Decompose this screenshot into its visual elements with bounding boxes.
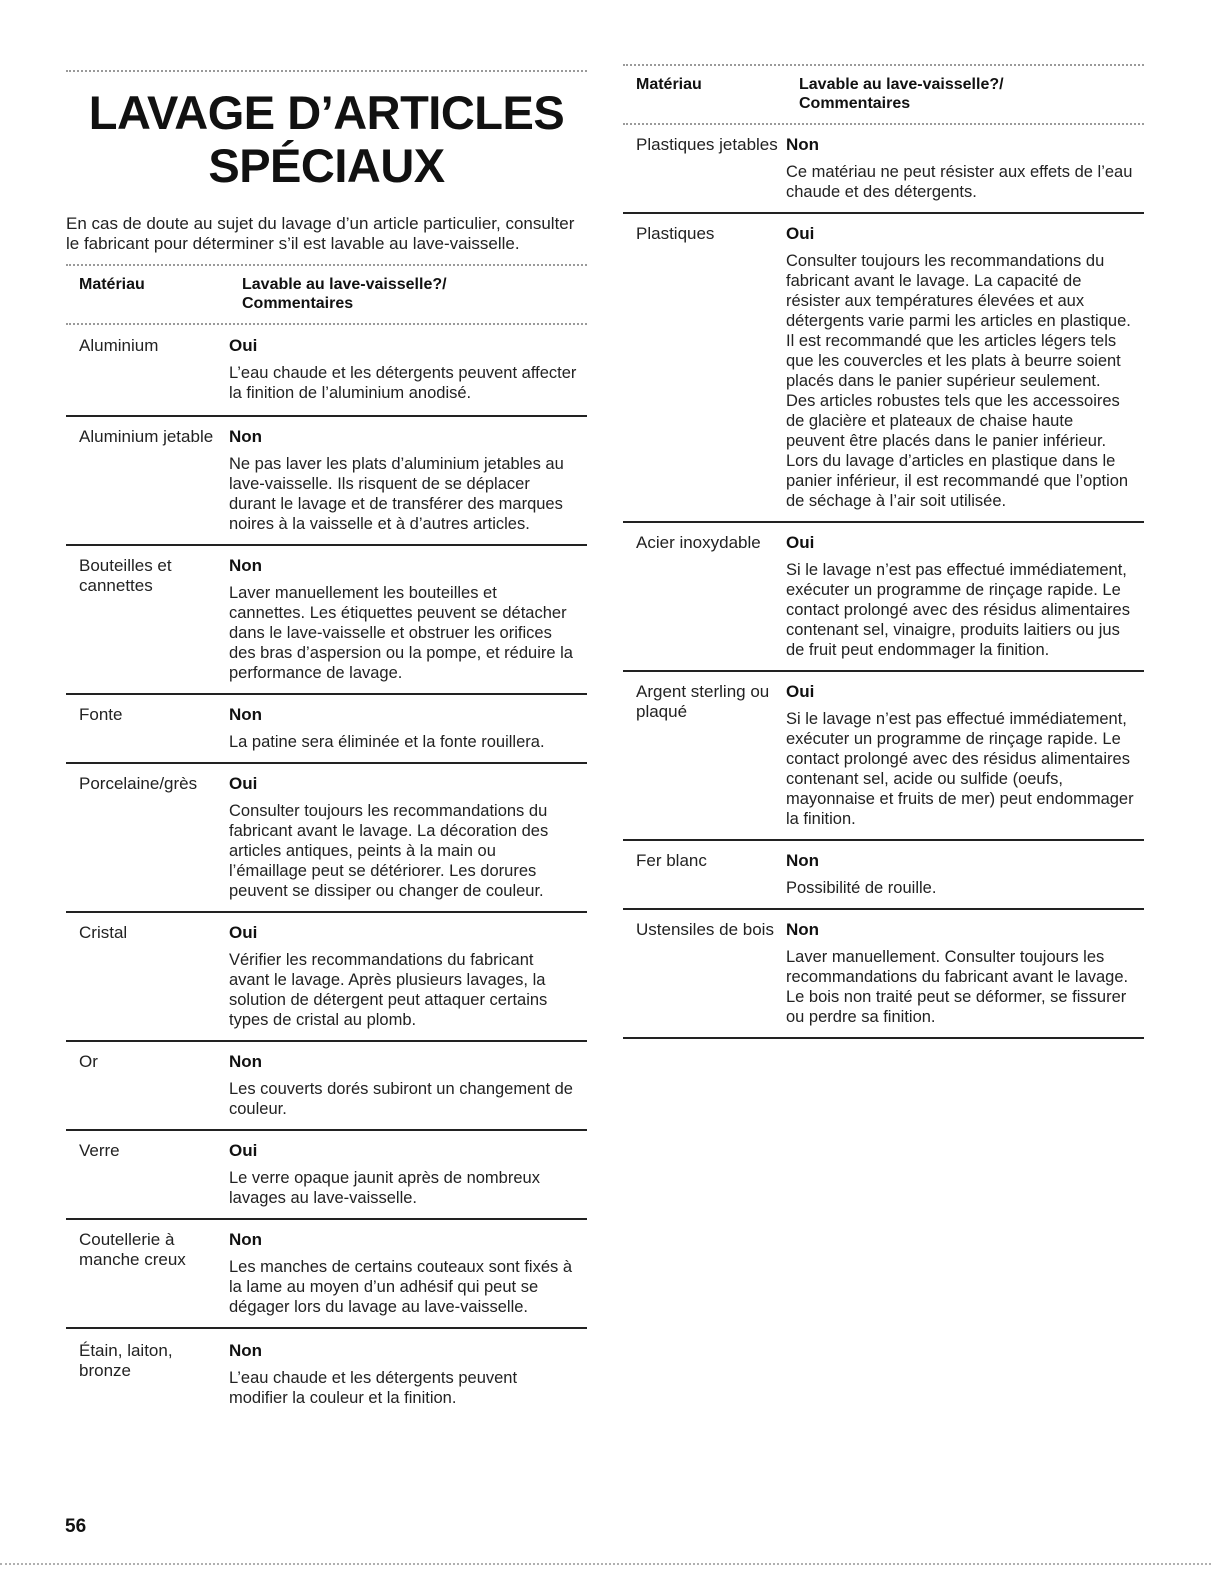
row-verdict: Oui (786, 224, 815, 243)
header-dishwasher-line-2: Commentaires (242, 295, 354, 312)
row-material: Argent sterling ou plaqué (636, 682, 770, 721)
row-comment: Si le lavage n’est pas effectué immédiatement, exécuter un programme de rinçage rapide. Le contact prolongé avec des résidus alimentaires contenant sel, acide ou sulfide (oeufs, mayonnaise et fruits de mer) peut endommager la finition. (786, 710, 1134, 828)
table-row (623, 841, 1144, 910)
header-dishwasher (242, 275, 587, 313)
row-comment: Les couverts dorés subiront un changement de couleur. (229, 1080, 573, 1118)
row-info (786, 224, 1144, 511)
row-info (229, 1052, 587, 1119)
row-verdict: Oui (786, 533, 815, 552)
bottom-dotted-rule (0, 1563, 1211, 1565)
title-line-1: LAVAGE D’ARTICLES (88, 86, 565, 139)
row-info (786, 533, 1144, 660)
top-dotted-rule (66, 70, 587, 72)
row-info (229, 556, 587, 683)
row-info (229, 1141, 587, 1208)
row-verdict: Non (229, 1230, 263, 1249)
row-verdict: Non (229, 1052, 263, 1071)
row-comment: Vérifier les recommandations du fabricant avant le lavage. Après plusieurs lavages, la solution de détergent peut attaquer certains types de cristal au plomb. (229, 951, 548, 1029)
page-number: 56 (65, 1516, 87, 1537)
row-material: Étain, laiton, bronze (79, 1341, 173, 1380)
right-table-body (623, 125, 1144, 1039)
row-comment: L’eau chaude et les détergents peuvent affecter la finition de l’aluminium anodisé. (229, 364, 577, 402)
row-material: Ustensiles de bois (636, 920, 774, 939)
table-header-top-rule (66, 264, 587, 266)
table-row (66, 546, 587, 695)
row-info (786, 920, 1144, 1027)
row-material: Acier inoxydable (636, 533, 761, 552)
row-verdict: Oui (229, 336, 258, 355)
right-header-dishwasher (799, 75, 1144, 113)
row-material: Coutellerie à manche creux (79, 1230, 186, 1269)
row-comment: Laver manuellement les bouteilles et cannettes. Les étiquettes peuvent se détacher dans le lave-vaisselle et obstruer les orifices des bras d’aspersion ou la pompe, et réduire la performance de lavage. (229, 584, 573, 682)
row-verdict: Non (786, 851, 820, 870)
table-row (66, 417, 587, 546)
right-header-dishwasher-line-2: Commentaires (799, 95, 911, 112)
page-title (66, 86, 587, 192)
row-info (786, 135, 1144, 202)
table-row (66, 913, 587, 1042)
table-row (623, 672, 1144, 841)
row-verdict: Non (786, 135, 820, 154)
row-verdict: Non (229, 427, 263, 446)
row-material: Aluminium jetable (79, 427, 214, 446)
row-verdict: Non (229, 705, 263, 724)
row-info (229, 774, 587, 901)
row-comment: Possibilité de rouille. (786, 879, 937, 897)
row-comment: Ne pas laver les plats d’aluminium jetables au lave-vaisselle. Ils risquent de se déplacer durant le lavage et de transférer des marques noires à la vaisselle et à d’autres articles. (229, 455, 564, 533)
row-comment: Laver manuellement. Consulter toujours les recommandations du fabricant avant le lavage. Le bois non traité peut se déformer, se fissurer ou perdre sa finition. (786, 948, 1129, 1026)
row-material: Or (79, 1052, 98, 1071)
row-info (229, 1230, 587, 1317)
row-comment: Consulter toujours les recommandations du fabricant avant le lavage. La décoration des articles antiques, peints à la main ou l’émaillage peut se détériorer. Les dorures peuvent se dissiper ou changer de couleur. (229, 802, 549, 900)
row-comment: Si le lavage n’est pas effectué immédiatement, exécuter un programme de rinçage rapide. Le contact prolongé avec des résidus alimentaires contenant sel, vinaigre, produits laitiers ou jus de fruit peut endommager la finition. (786, 561, 1130, 659)
table-header (66, 275, 587, 313)
left-table-body (66, 325, 587, 1408)
row-comment: Ce matériau ne peut résister aux effets de l’eau chaude et des détergents. (786, 163, 1133, 201)
row-info (229, 427, 587, 534)
row-verdict: Oui (229, 1141, 258, 1160)
right-column (623, 0, 1144, 1039)
title-line-2: SPÉCIAUX (208, 139, 445, 192)
row-verdict: Non (229, 1341, 263, 1360)
right-header-dishwasher-line-1: Lavable au lave-vaisselle?/ (799, 76, 1004, 93)
header-material: Matériau (79, 276, 145, 293)
table-row (66, 1042, 587, 1131)
row-material: Plastiques (636, 224, 715, 243)
table-row (66, 1329, 587, 1408)
table-row (66, 695, 587, 764)
right-header-material: Matériau (636, 76, 702, 93)
table-row (66, 1220, 587, 1329)
row-material: Porcelaine/grès (79, 774, 198, 793)
table-row (623, 214, 1144, 523)
right-table-header (623, 75, 1144, 113)
row-material: Fonte (79, 705, 123, 724)
table-row (66, 325, 587, 417)
row-material: Fer blanc (636, 851, 707, 870)
table-row (623, 523, 1144, 672)
right-header-top-rule (623, 64, 1144, 66)
row-verdict: Oui (229, 923, 258, 942)
header-dishwasher-line-1: Lavable au lave-vaisselle?/ (242, 276, 447, 293)
row-material: Cristal (79, 923, 128, 942)
row-material: Verre (79, 1141, 120, 1160)
row-info (229, 705, 587, 752)
row-material: Aluminium (79, 336, 159, 355)
row-comment: Consulter toujours les recommandations du fabricant avant le lavage. La capacité de résister aux températures élevées et aux détergents varie parmi les articles en plastique. Il est recommandé que les articles légers tels que les couvercles et les plats à beurre soient placés dans le panier supérieur seulement. Des articles robustes tels que les accessoires de glacière et plateaux de chaise haute peuvent être placés dans le panier inférieur. Lors du lavage d’articles en plastique dans le panier inférieur, il est recommandé que l’option de séchage à l’air soit utilisée. (786, 252, 1131, 510)
row-info (229, 923, 587, 1030)
row-comment: Les manches de certains couteaux sont fixés à la lame au moyen d’un adhésif qui peut se dégager lors du lavage au lave-vaisselle. (229, 1258, 573, 1316)
table-row (66, 764, 587, 913)
row-comment: Le verre opaque jaunit après de nombreux lavages au lave-vaisselle. (229, 1169, 540, 1207)
row-info (229, 336, 587, 403)
row-comment: L’eau chaude et les détergents peuvent modifier la couleur et la finition. (229, 1369, 518, 1407)
row-info (786, 851, 1144, 898)
left-column (66, 0, 587, 1408)
table-row (623, 125, 1144, 214)
intro-paragraph: En cas de doute au sujet du lavage d’un article particulier, consulter le fabricant pour déterminer s’il est lavable au lave-vaisselle. (66, 214, 575, 253)
row-material: Bouteilles et cannettes (79, 556, 172, 595)
row-info (229, 1341, 587, 1408)
table-row (66, 1131, 587, 1220)
row-comment: La patine sera éliminée et la fonte rouillera. (229, 733, 545, 751)
row-info (786, 682, 1144, 829)
row-verdict: Non (229, 556, 263, 575)
row-verdict: Non (786, 920, 820, 939)
row-verdict: Oui (786, 682, 815, 701)
row-material: Plastiques jetables (636, 135, 778, 154)
row-verdict: Oui (229, 774, 258, 793)
table-row (623, 910, 1144, 1039)
